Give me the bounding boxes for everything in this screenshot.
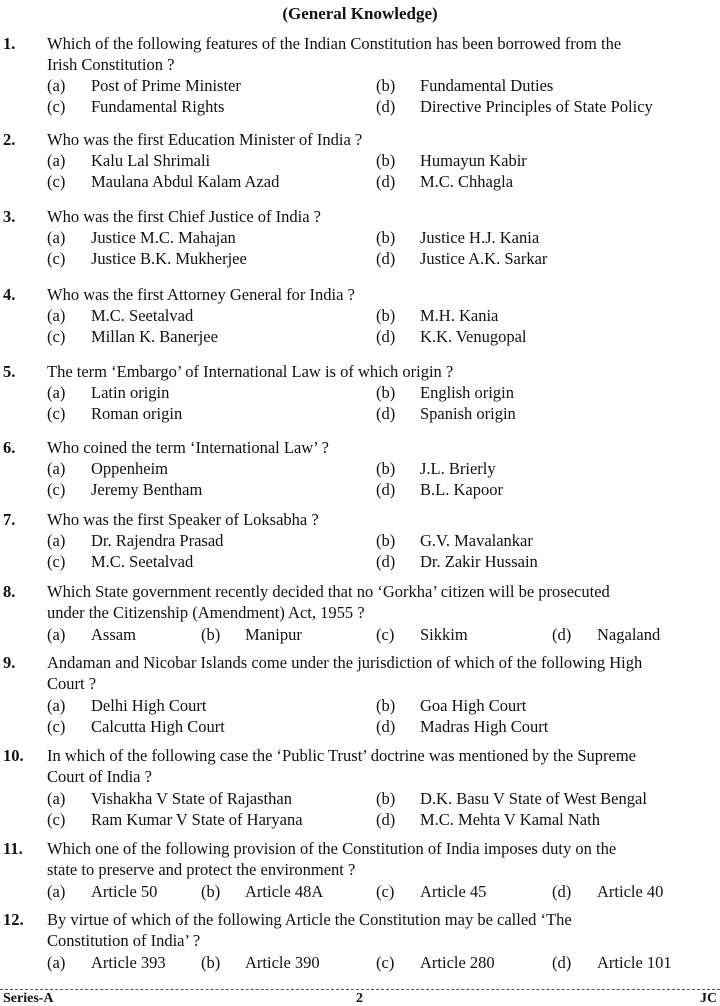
question-number: 11. <box>3 839 23 858</box>
option-b: Article 48A <box>245 882 324 901</box>
option-d: Nagaland <box>597 625 661 644</box>
question-text-continued: state to preserve and protect the environment ? <box>47 860 356 879</box>
option-a-label: (a) <box>47 383 66 402</box>
option-b-label: (b) <box>376 228 396 247</box>
option-a-label: (a) <box>47 789 66 808</box>
option-a: M.C. Seetalvad <box>91 306 194 325</box>
question-number: 4. <box>3 285 16 304</box>
option-d: M.C. Chhagla <box>420 172 514 191</box>
section-title: (General Knowledge) <box>282 4 438 23</box>
option-c-label: (c) <box>376 625 395 644</box>
option-b: M.H. Kania <box>420 306 499 325</box>
option-d: Justice A.K. Sarkar <box>420 249 548 268</box>
option-d: Spanish origin <box>420 404 516 423</box>
option-d-label: (d) <box>376 172 396 191</box>
question-number: 10. <box>3 746 24 765</box>
option-c-label: (c) <box>47 327 66 346</box>
option-b-label: (b) <box>376 696 396 715</box>
option-a-label: (a) <box>47 953 66 972</box>
option-c-label: (c) <box>47 249 66 268</box>
option-d-label: (d) <box>376 97 396 116</box>
option-d-label: (d) <box>552 625 572 644</box>
option-c: Ram Kumar V State of Haryana <box>91 810 303 829</box>
option-c: Roman origin <box>91 404 183 423</box>
option-b-label: (b) <box>201 953 221 972</box>
option-c: Jeremy Bentham <box>91 480 203 499</box>
option-b: English origin <box>420 383 514 402</box>
option-b: D.K. Basu V State of West Bengal <box>420 789 647 808</box>
question-text-continued: Irish Constitution ? <box>47 55 175 74</box>
question-number: 7. <box>3 510 16 529</box>
option-d: Directive Principles of State Policy <box>420 97 653 116</box>
option-c-label: (c) <box>47 717 66 736</box>
option-c: M.C. Seetalvad <box>91 552 194 571</box>
question-text: Andaman and Nicobar Islands come under the jurisdiction of which of the following High <box>47 653 643 672</box>
option-d-label: (d) <box>376 404 396 423</box>
option-a: Latin origin <box>91 383 170 402</box>
option-b: G.V. Mavalankar <box>420 531 533 550</box>
question-text: Who was the first Attorney General for India ? <box>47 285 355 304</box>
option-d: Article 101 <box>597 953 672 972</box>
option-a: Justice M.C. Mahajan <box>91 228 236 247</box>
question-text: In which of the following case the ‘Public Trust’ doctrine was mentioned by the Supreme <box>47 746 636 765</box>
question-number: 5. <box>3 362 16 381</box>
option-b-label: (b) <box>376 789 396 808</box>
option-a-label: (a) <box>47 306 66 325</box>
option-a-label: (a) <box>47 531 66 550</box>
question-number: 9. <box>3 653 16 672</box>
option-d-label: (d) <box>376 480 396 499</box>
question-text-continued: Court ? <box>47 674 97 693</box>
question-number: 12. <box>3 910 24 929</box>
option-c-label: (c) <box>376 953 395 972</box>
option-a-label: (a) <box>47 228 66 247</box>
option-d: Madras High Court <box>420 717 549 736</box>
question-number: 1. <box>3 34 16 53</box>
option-c-label: (c) <box>47 480 66 499</box>
question-text-continued: Court of India ? <box>47 767 152 786</box>
option-a: Dr. Rajendra Prasad <box>91 531 224 550</box>
option-d: K.K. Venugopal <box>420 327 527 346</box>
question-text: Who was the first Education Minister of India ? <box>47 130 363 149</box>
footer-page-number: 2 <box>356 991 363 1006</box>
option-a-label: (a) <box>47 882 66 901</box>
option-d-label: (d) <box>552 882 572 901</box>
option-c-label: (c) <box>47 97 66 116</box>
option-a: Post of Prime Minister <box>91 76 241 95</box>
option-d: Dr. Zakir Hussain <box>420 552 538 571</box>
question-text: Which one of the following provision of the Constitution of India imposes duty on the <box>47 839 617 858</box>
question-text: Who coined the term ‘International Law’ ? <box>47 438 329 457</box>
option-d-label: (d) <box>376 810 396 829</box>
option-b: Justice H.J. Kania <box>420 228 540 247</box>
option-c: Calcutta High Court <box>91 717 225 736</box>
option-d: M.C. Mehta V Kamal Nath <box>420 810 600 829</box>
option-d: Article 40 <box>597 882 664 901</box>
option-b: Humayun Kabir <box>420 151 527 170</box>
option-b-label: (b) <box>376 306 396 325</box>
question-number: 8. <box>3 582 16 601</box>
option-b-label: (b) <box>376 383 396 402</box>
option-b-label: (b) <box>376 76 396 95</box>
footer-divider <box>0 989 720 990</box>
question-text: By virtue of which of the following Article the Constitution may be called ‘The <box>47 910 572 929</box>
option-a: Assam <box>91 625 136 644</box>
option-c-label: (c) <box>47 172 66 191</box>
option-b-label: (b) <box>376 531 396 550</box>
option-d-label: (d) <box>552 953 572 972</box>
option-a: Kalu Lal Shrimali <box>91 151 211 170</box>
question-text-continued: under the Citizenship (Amendment) Act, 1955 ? <box>47 603 365 622</box>
option-c-label: (c) <box>47 552 66 571</box>
option-b: Fundamental Duties <box>420 76 554 95</box>
option-a-label: (a) <box>47 76 66 95</box>
option-a: Delhi High Court <box>91 696 207 715</box>
question-text: Which State government recently decided that no ‘Gorkha’ citizen will be prosecuted <box>47 582 610 601</box>
question-number: 6. <box>3 438 16 457</box>
option-c: Fundamental Rights <box>91 97 225 116</box>
option-c-label: (c) <box>47 404 66 423</box>
option-a: Article 50 <box>91 882 158 901</box>
option-b: J.L. Brierly <box>420 459 496 478</box>
option-a-label: (a) <box>47 625 66 644</box>
option-b-label: (b) <box>376 459 396 478</box>
option-b: Manipur <box>245 625 302 644</box>
question-text: Who was the first Speaker of Loksabha ? <box>47 510 319 529</box>
option-d-label: (d) <box>376 552 396 571</box>
footer-series: Series-A <box>3 991 54 1006</box>
option-a-label: (a) <box>47 459 66 478</box>
option-a-label: (a) <box>47 696 66 715</box>
option-a: Article 393 <box>91 953 166 972</box>
option-c-label: (c) <box>376 882 395 901</box>
option-c-label: (c) <box>47 810 66 829</box>
option-b: Article 390 <box>245 953 320 972</box>
question-text: The term ‘Embargo’ of International Law is of which origin ? <box>47 362 454 381</box>
option-b: Goa High Court <box>420 696 527 715</box>
question-text: Which of the following features of the Indian Constitution has been borrowed from the <box>47 34 622 53</box>
option-c: Article 45 <box>420 882 487 901</box>
option-d: B.L. Kapoor <box>420 480 503 499</box>
option-c: Maulana Abdul Kalam Azad <box>91 172 280 191</box>
option-c: Article 280 <box>420 953 495 972</box>
question-number: 3. <box>3 207 16 226</box>
option-a: Oppenheim <box>91 459 168 478</box>
option-b-label: (b) <box>201 882 221 901</box>
option-d-label: (d) <box>376 327 396 346</box>
option-d-label: (d) <box>376 249 396 268</box>
option-b-label: (b) <box>201 625 221 644</box>
option-b-label: (b) <box>376 151 396 170</box>
option-d-label: (d) <box>376 717 396 736</box>
option-a: Vishakha V State of Rajasthan <box>91 789 292 808</box>
footer-code: JC <box>700 991 718 1006</box>
question-text: Who was the first Chief Justice of India ? <box>47 207 322 226</box>
question-text-continued: Constitution of India’ ? <box>47 931 201 950</box>
option-a-label: (a) <box>47 151 66 170</box>
question-number: 2. <box>3 130 16 149</box>
option-c: Millan K. Banerjee <box>91 327 218 346</box>
option-c: Justice B.K. Mukherjee <box>91 249 247 268</box>
option-c: Sikkim <box>420 625 468 644</box>
